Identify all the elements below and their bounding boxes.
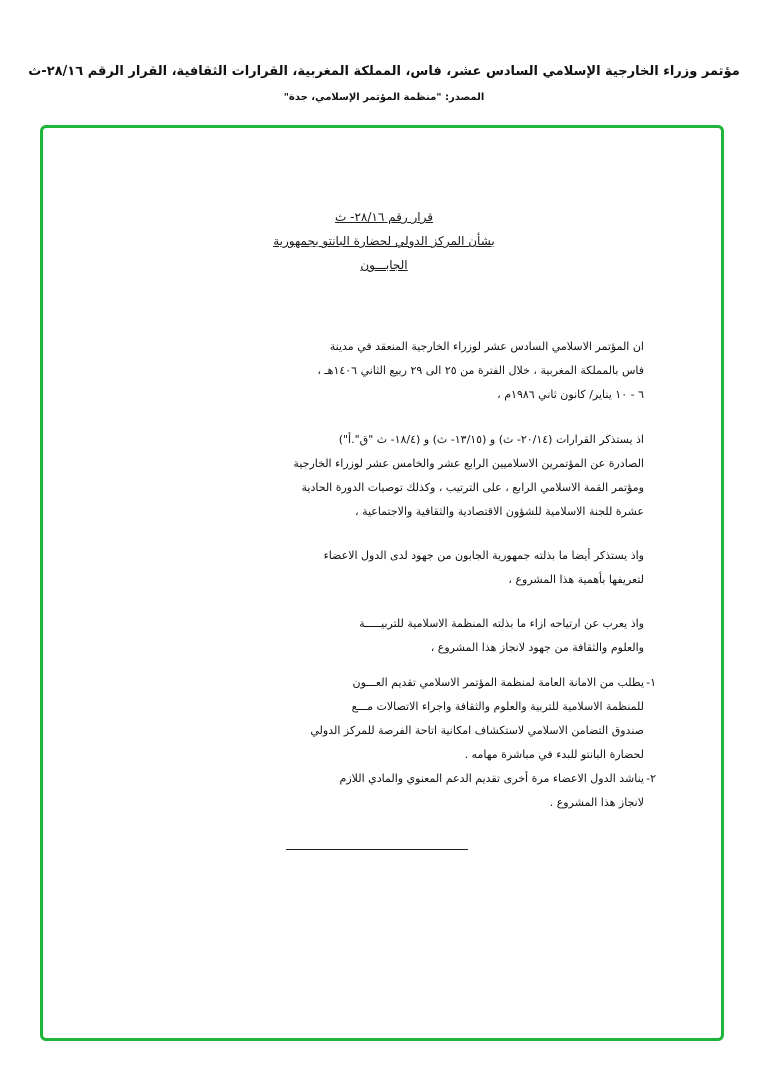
item-line: يناشد الدول الاعضاء مرة أخرى تقديم الدعم المعنوي والمادي اللازم: [339, 772, 644, 785]
resolution-subject-line2: الجابـــون: [360, 258, 408, 272]
recalling-also-line: لتعريفها بأهمية هذا المشروع ،: [508, 573, 644, 586]
resolution-subject-line1: بشأن المركز الدولي لحضارة البانتو بجمهورية: [273, 234, 495, 248]
item-line: لحضارة البانتو للبدء في مباشرة مهامه .: [464, 748, 644, 761]
recalling-line: الصادرة عن المؤتمرين الاسلاميين الرابع عشر والخامس عشر لوزراء الخارجية: [293, 457, 644, 470]
item-line: صندوق التضامن الاسلامي لاستكشاف امكانية اتاحة الفرصة للمركز الدولي: [310, 724, 644, 737]
item-number: ١-: [646, 676, 656, 689]
recalling-line: اذ يستذكر القرارات (٢٠/١٤- ث) و (١٣/١٥- ث) و (١٨/٤- ث "ق".أ"): [338, 433, 644, 446]
page-header-title: مؤتمر وزراء الخارجية الإسلامي السادس عشر، فاس، المملكة المغربية، القرارات الثقافية، القرار الرقم ٢٨/١٦-ث: [28, 64, 740, 79]
recalling-line: ومؤتمر القمة الاسلامي الرابع ، على الترتيب ، وكذلك توصيات الدورة الحادية: [301, 481, 644, 494]
resolution-number: قرار رقم ٢٨/١٦- ث: [335, 210, 433, 224]
end-rule: [286, 849, 468, 850]
expressing-line: واذ يعرب عن ارتياحه ازاء ما بذلته المنظمة الاسلامية للتربيـــــة: [359, 617, 644, 630]
item-number: ٢-: [646, 772, 656, 785]
item-line: يطلب من الامانة العامة لمنظمة المؤتمر الاسلامي تقديم العـــون: [352, 676, 644, 689]
preamble-line: فاس بالمملكة المغربية ، خلال الفترة من ٢٥ الى ٢٩ ربيع الثاني ١٤٠٦هـ ،: [317, 364, 644, 377]
recalling-also-line: واذ يستذكر أيضا ما بذلته جمهورية الجابون من جهود لدى الدول الاعضاء: [323, 549, 644, 562]
item-line: لانجاز هذا المشروع .: [549, 796, 644, 809]
preamble-line: ان المؤتمر الاسلامي السادس عشر لوزراء الخارجية المنعقد في مدينة: [329, 340, 644, 353]
recalling-line: عشرة للجنة الاسلامية للشؤون الاقتصادية والثقافية والاجتماعية ،: [355, 505, 644, 518]
preamble-line: ٦ - ١٠ يناير/ كانون ثاني ١٩٨٦م ،: [497, 388, 644, 401]
item-line: للمنظمة الاسلامية للتربية والعلوم والثقافة واجراء الاتصالات مـــع: [351, 700, 644, 713]
page-header-source: المصدر: "منظمة المؤتمر الإسلامي، جدة": [283, 92, 485, 103]
expressing-line: والعلوم والثقافة من جهود لانجاز هذا المشروع ،: [430, 641, 644, 654]
